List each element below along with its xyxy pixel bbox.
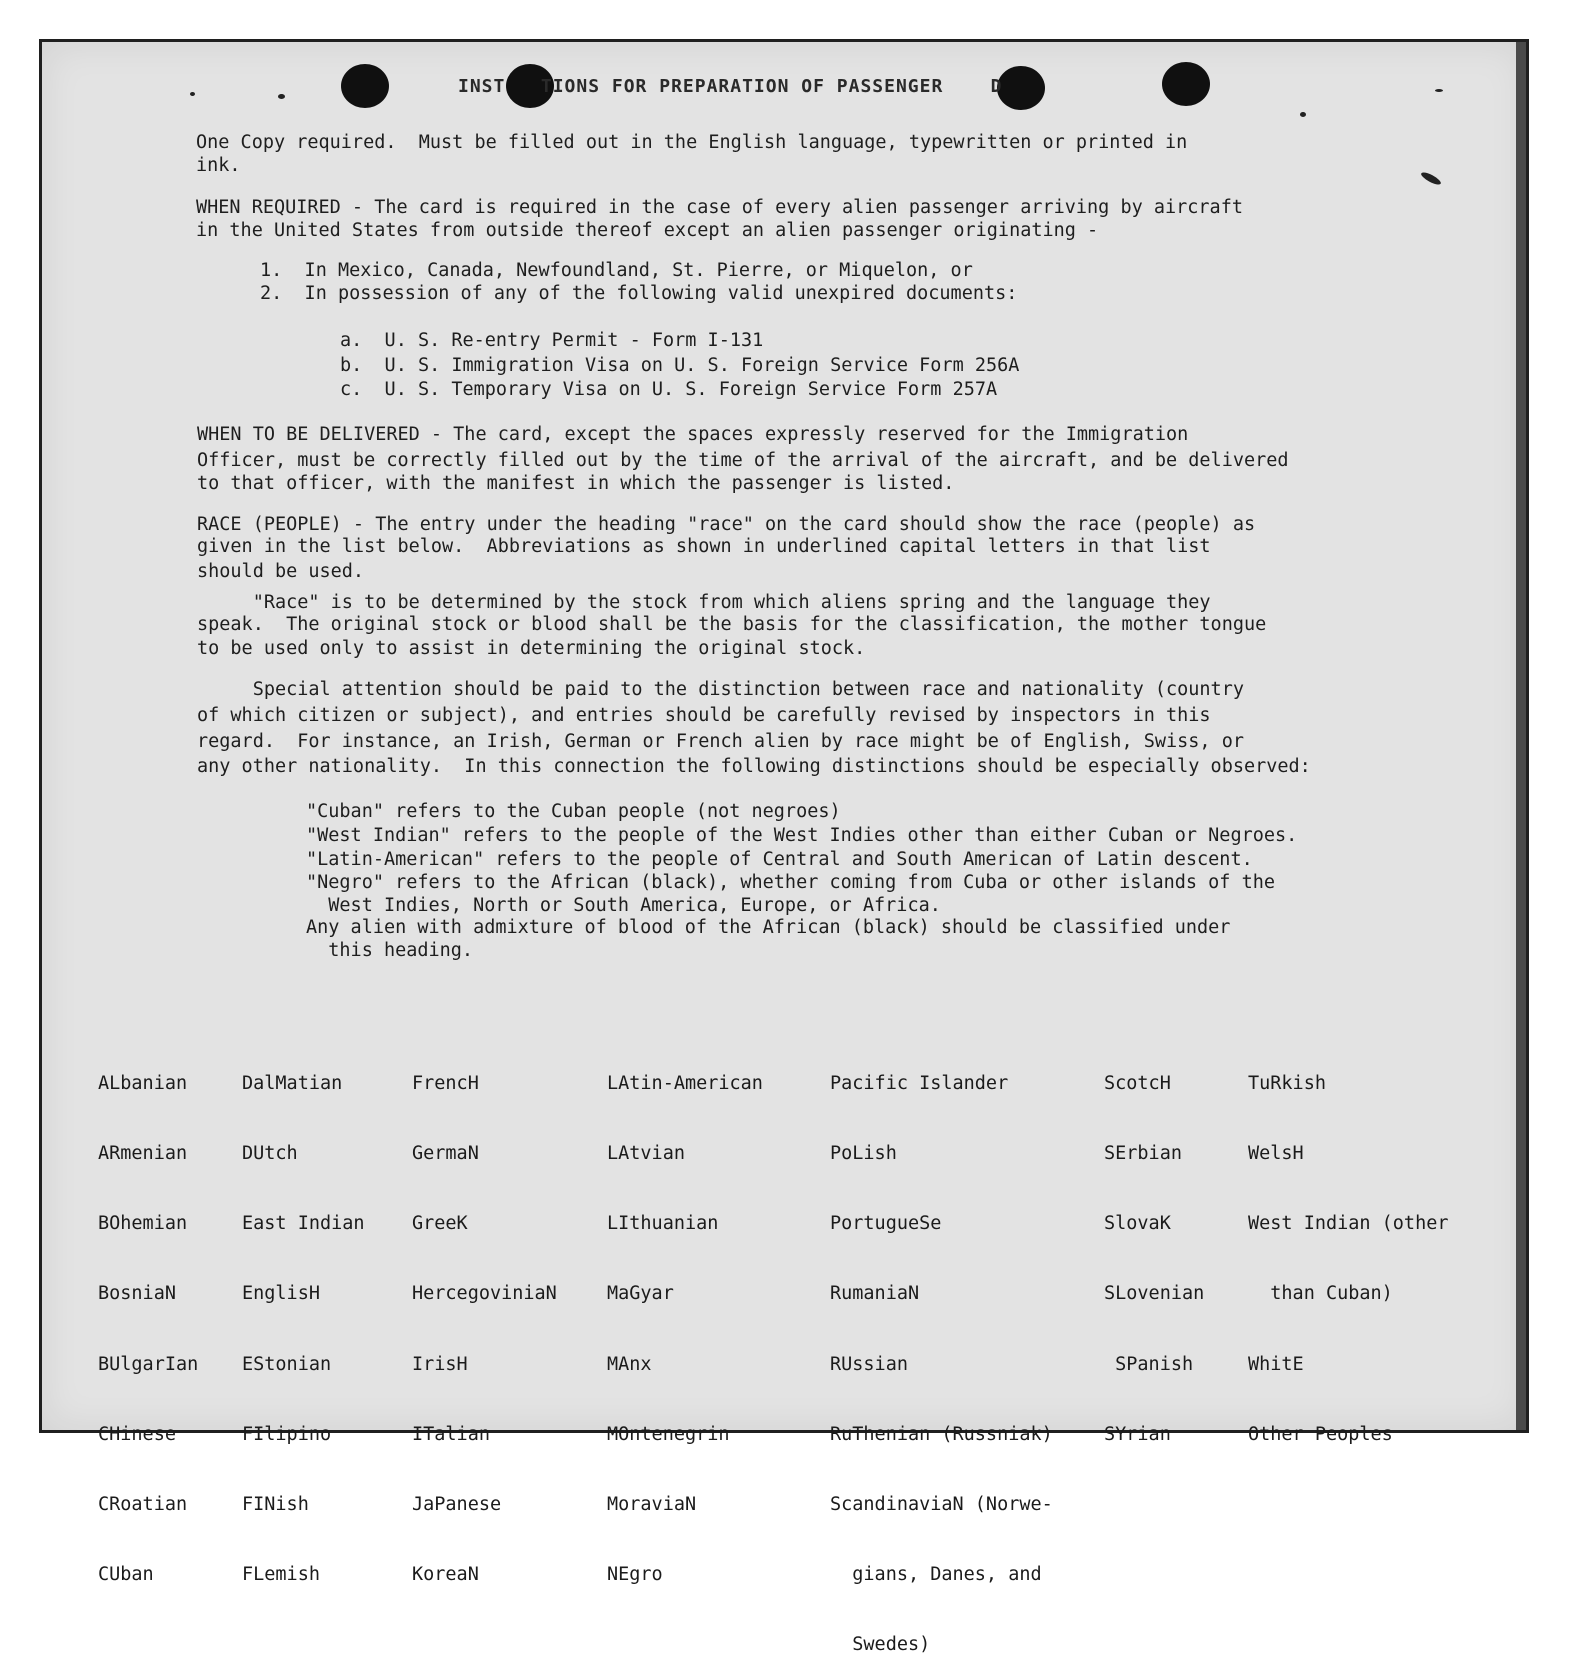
race-list-column-6 <box>1104 1025 1204 1470</box>
race-entry: LAtvian <box>607 1143 685 1165</box>
race-entry: HercegoviniaN <box>412 1283 557 1305</box>
intro-line-1: One Copy required. Must be filled out in the English language, typewritten or printed in <box>196 132 1188 153</box>
when-required-line-1: WHEN REQUIRED - The card is required in the case of every alien passenger arriving by aircraft <box>196 197 1243 218</box>
race-entry: RUssian <box>830 1353 908 1375</box>
race-entry: KoreaN <box>412 1564 479 1586</box>
race-entry: IrisH <box>412 1353 468 1375</box>
race-entry: CHinese <box>98 1423 176 1445</box>
when-required-item: 1. In Mexico, Canada, Newfoundland, St. Pierre, or Miquelon, or <box>260 260 973 281</box>
distinction-line: Any alien with admixture of blood of the African (black) should be classified under <box>306 917 1231 938</box>
document-subitem: a. U. S. Re-entry Permit - Form I-131 <box>340 330 764 351</box>
race-list-column-5 <box>830 1025 1053 1680</box>
ink-speck <box>1420 170 1443 187</box>
distinction-line: this heading. <box>306 940 474 961</box>
race-list-column-4 <box>607 1025 763 1610</box>
race-entry: WhitE <box>1248 1353 1304 1375</box>
race-entry: SlovaK <box>1104 1213 1171 1235</box>
distinction-line: West Indies, North or South America, Europe, or Africa. <box>306 895 941 916</box>
when-required-line-2: in the United States from outside thereof except an alien passenger originating - <box>196 220 1099 241</box>
race-entry: ITalian <box>412 1423 490 1445</box>
race-paragraph-line: of which citizen or subject), and entries should be carefully revised by inspectors in this <box>197 705 1211 726</box>
punch-hole-left <box>341 64 389 108</box>
race-entry: than Cuban) <box>1248 1283 1393 1305</box>
race-entry: FrencH <box>412 1072 479 1094</box>
when-delivered-line-2: Officer, must be correctly filled out by the time of the arrival of the aircraft, and be delivered <box>197 450 1289 471</box>
race-entry: EStonian <box>242 1353 332 1375</box>
race-entry: LIthuanian <box>607 1213 719 1235</box>
ink-speck <box>190 92 195 96</box>
race-entry: SErbian <box>1104 1143 1182 1165</box>
race-paragraph-line: any other nationality. In this connection the following distinctions should be especially observed: <box>197 756 1311 777</box>
distinction-line: "Cuban" refers to the Cuban people (not negroes) <box>306 801 841 822</box>
race-entry: FLemish <box>242 1564 320 1586</box>
race-paragraph-line: RACE (PEOPLE) - The entry under the heading "race" on the card should show the race (people) as <box>197 514 1256 535</box>
race-entry: FIlipino <box>242 1423 332 1445</box>
distinction-line: "Latin-American" refers to the people of Central and South American of Latin descent. <box>306 849 1253 870</box>
race-entry: BosniaN <box>98 1283 176 1305</box>
ink-speck <box>1300 112 1306 117</box>
document-subitem: c. U. S. Temporary Visa on U. S. Foreign Service Form 257A <box>340 379 998 400</box>
race-entry: WelsH <box>1248 1143 1304 1165</box>
punch-hole-right <box>1162 62 1210 106</box>
race-entry: West Indian (other <box>1248 1213 1449 1235</box>
race-entry: DalMatian <box>242 1072 343 1094</box>
race-entry: TuRkish <box>1248 1072 1326 1094</box>
race-entry: ARmenian <box>98 1143 188 1165</box>
race-list-column-7 <box>1248 1025 1448 1470</box>
document-subitem: b. U. S. Immigration Visa on U. S. Foreign Service Form 256A <box>340 355 1020 376</box>
race-entry: MOntenegrin <box>607 1423 730 1445</box>
race-entry: ALbanian <box>98 1072 188 1094</box>
race-entry: ScandinaviaN (Norwe- <box>830 1494 1053 1516</box>
race-entry: RuThenian (Russniak) <box>830 1423 1053 1445</box>
race-entry: RumaniaN <box>830 1283 920 1305</box>
page-edge-shadow <box>1516 42 1526 1430</box>
race-paragraph-line: given in the list below. Abbreviations as shown in underlined capital letters in that list <box>197 536 1211 557</box>
when-required-item: 2. In possession of any of the following valid unexpired documents: <box>260 283 1018 304</box>
race-entry: MAnx <box>607 1353 652 1375</box>
race-paragraph-line: Special attention should be paid to the distinction between race and nationality (country <box>197 679 1244 700</box>
ink-speck <box>278 94 285 99</box>
race-entry: MaGyar <box>607 1283 674 1305</box>
race-list-column-2 <box>242 1025 365 1610</box>
page-title: INST TIONS FOR PREPARATION OF PASSENGER D <box>458 76 1003 97</box>
race-entry: LAtin-American <box>607 1072 763 1094</box>
race-entry: Pacific Islander <box>830 1072 1009 1094</box>
race-paragraph-line: regard. For instance, an Irish, German or French alien by race might be of English, Swiss, or <box>197 731 1244 752</box>
race-entry: PoLish <box>830 1143 897 1165</box>
race-entry: gians, Danes, and <box>830 1564 1042 1586</box>
race-entry: Other Peoples <box>1248 1423 1393 1445</box>
race-paragraph-line: should be used. <box>197 561 365 582</box>
race-entry: MoraviaN <box>607 1494 697 1516</box>
race-entry: CUban <box>98 1564 154 1586</box>
race-entry: SYrian <box>1104 1423 1171 1445</box>
race-entry: East Indian <box>242 1213 365 1235</box>
ink-speck <box>1435 89 1443 92</box>
race-entry: JaPanese <box>412 1494 502 1516</box>
race-entry: GreeK <box>412 1213 468 1235</box>
distinction-line: "Negro" refers to the African (black), whether coming from Cuba or other islands of the <box>306 872 1276 893</box>
race-entry: BUlgarIan <box>98 1353 199 1375</box>
race-paragraph-line: speak. The original stock or blood shall be the basis for the classification, the mother tongue <box>197 614 1267 635</box>
when-delivered-line-3: to that officer, with the manifest in which the passenger is listed. <box>197 473 955 494</box>
race-entry: FINish <box>242 1494 309 1516</box>
when-delivered-line-1: WHEN TO BE DELIVERED - The card, except the spaces expressly reserved for the Immigration <box>197 424 1189 445</box>
race-entry: PortugueSe <box>830 1213 942 1235</box>
distinction-line: "West Indian" refers to the people of the West Indies other than either Cuban or Negroes. <box>306 825 1298 846</box>
race-entry: Swedes) <box>830 1634 931 1656</box>
race-entry: SPanish <box>1104 1353 1194 1375</box>
race-paragraph-line: to be used only to assist in determining the original stock. <box>197 638 866 659</box>
race-entry: DUtch <box>242 1143 298 1165</box>
race-paragraph-line: "Race" is to be determined by the stock from which aliens spring and the language they <box>197 592 1211 613</box>
race-entry: CRoatian <box>98 1494 188 1516</box>
race-entry: SLovenian <box>1104 1283 1205 1305</box>
race-entry: BOhemian <box>98 1213 188 1235</box>
race-entry: NEgro <box>607 1564 663 1586</box>
race-list-column-1 <box>98 1025 198 1610</box>
intro-line-2: ink. <box>196 155 241 176</box>
race-list-column-3 <box>412 1025 557 1610</box>
race-entry: EnglisH <box>242 1283 320 1305</box>
race-entry: ScotcH <box>1104 1072 1171 1094</box>
race-entry: GermaN <box>412 1143 479 1165</box>
